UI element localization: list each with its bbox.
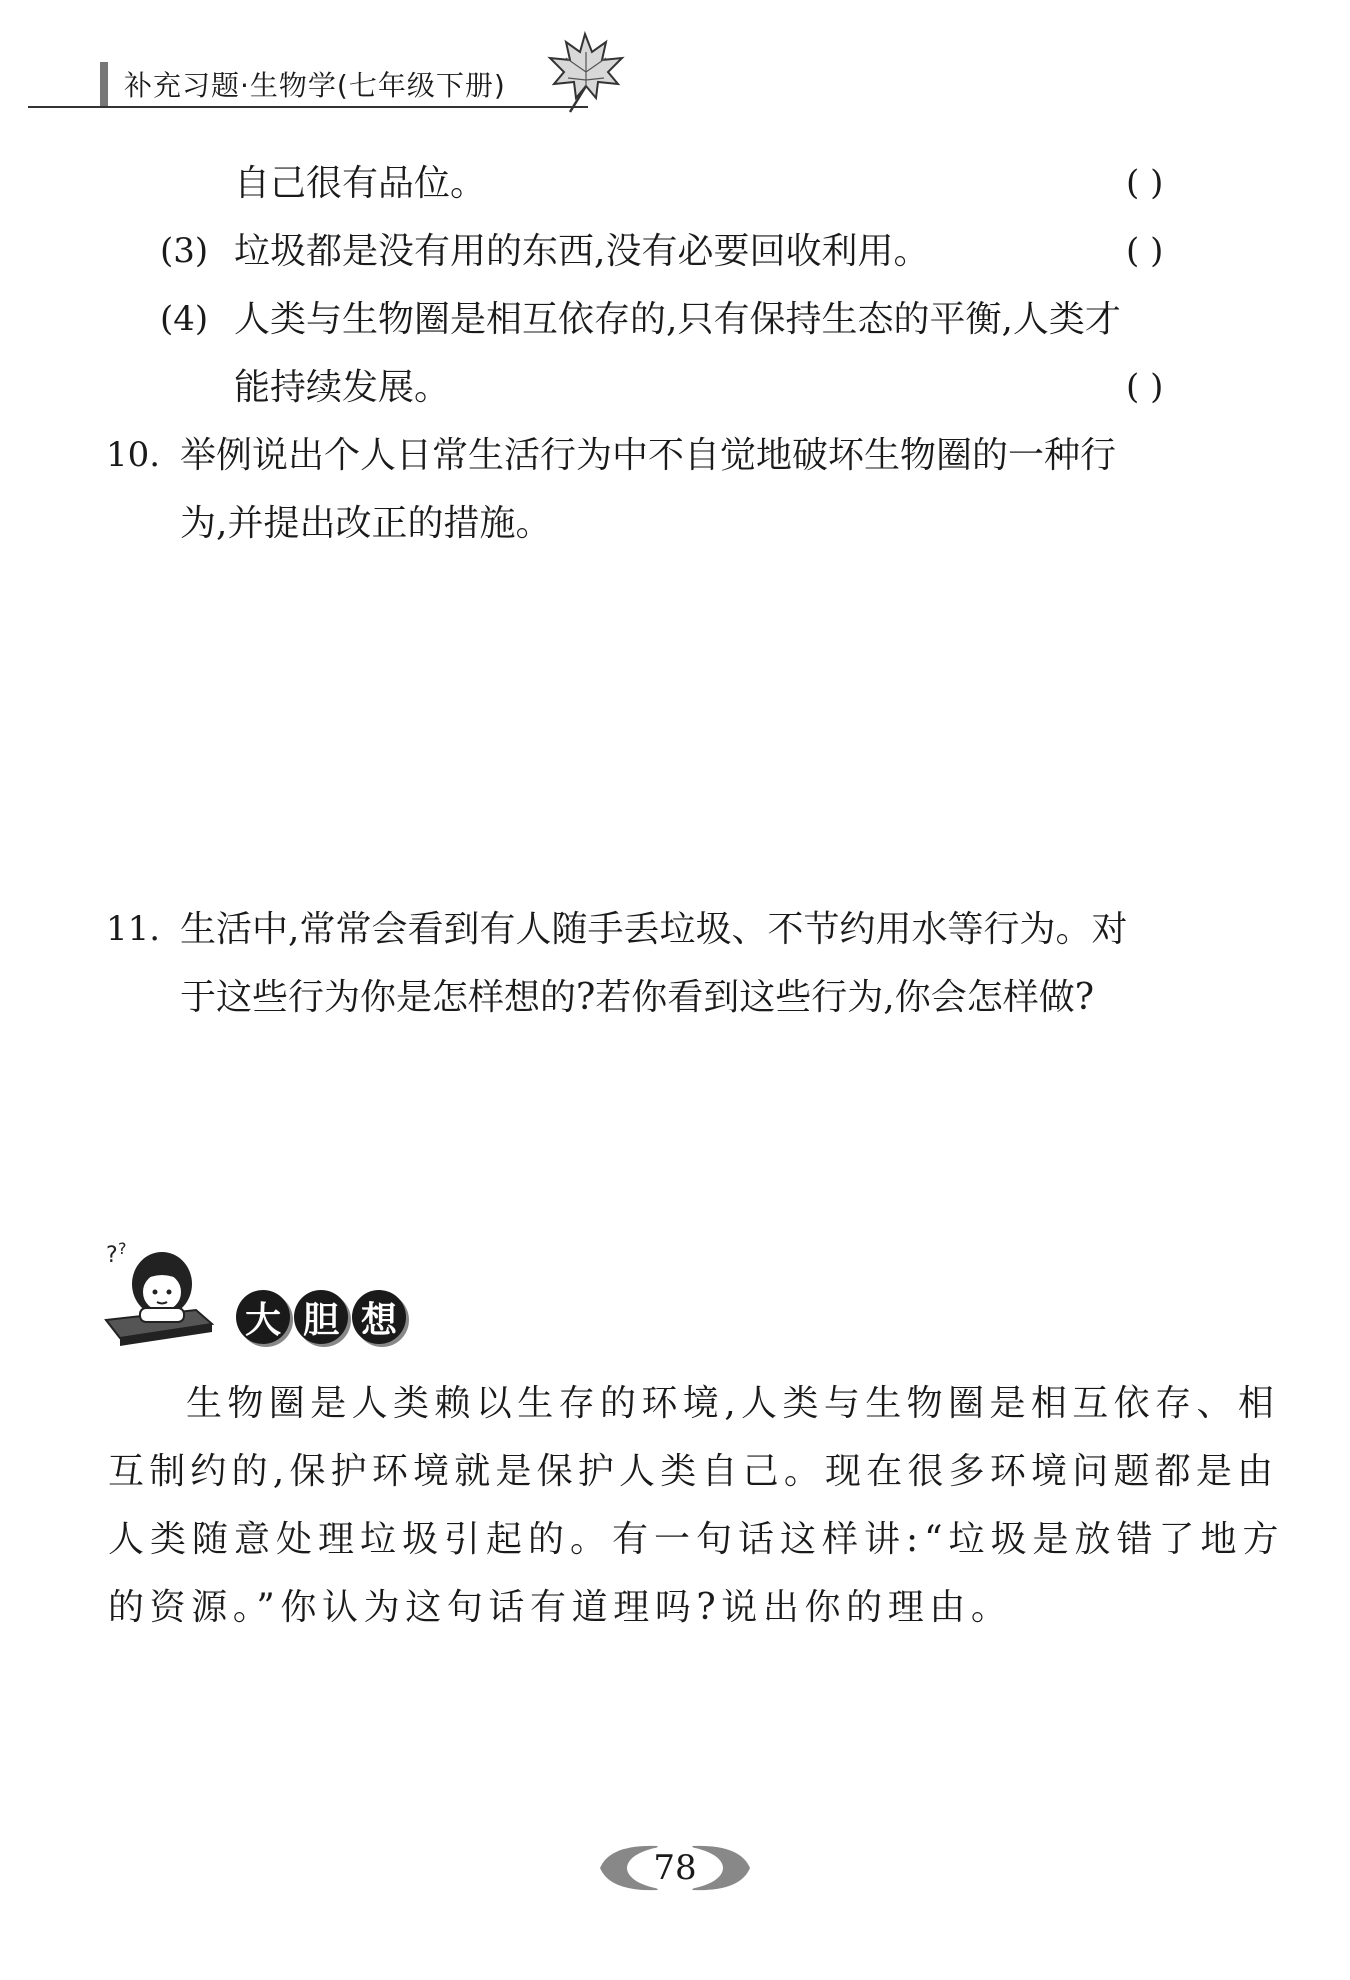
q9-item4-number: (4) [160,299,209,339]
q10-line2: 为,并提出改正的措施。 [180,503,552,544]
maple-leaf-icon [540,28,630,114]
q11-line1: 生活中,常常会看到有人随手丢垃圾、不节约用水等行为。对 [180,909,1128,950]
q10-line1: 举例说出个人日常生活行为中不自觉地破坏生物圈的一种行 [180,435,1117,476]
q11-number: 11. [106,909,161,949]
section-paragraph-line4: 的资源。”你认为这句话有道理吗?说出你的理由。 [108,1587,1013,1628]
answer-paren-item2[interactable]: ( ) [1126,163,1164,203]
q9-item3-text: 垃圾都是没有用的东西,没有必要回收利用。 [234,231,930,272]
q9-item3-number: (3) [160,231,209,271]
q11-line2: 于这些行为你是怎样想的?若你看到这些行为,你会怎样做? [180,977,1095,1018]
badge-char-3: 想 [352,1290,406,1344]
section-paragraph-line3: 人类随意处理垃圾引起的。有一句话这样讲:“垃圾是放错了地方 [108,1519,1285,1560]
badge-char-1: 大 [236,1290,290,1344]
header-rule [28,106,588,108]
section-paragraph-line2: 互制约的,保护环境就是保护人类自己。现在很多环境问题都是由 [108,1451,1279,1492]
answer-paren-item3[interactable]: ( ) [1126,231,1164,271]
answer-paren-item4[interactable]: ( ) [1126,367,1164,407]
svg-text:?: ? [106,1243,118,1268]
header-accent-bar [100,62,108,106]
header-title: 补充习题·生物学(七年级下册) [124,69,506,102]
thinking-girl-mascot-icon [100,1238,220,1356]
q9-item2-continuation: 自己很有品位。 [234,163,487,204]
section-paragraph-line1: 生物圈是人类赖以生存的环境,人类与生物圈是相互依存、相 [186,1383,1280,1424]
page-number-badge [580,1838,770,1898]
badge-char-2: 胆 [294,1290,348,1344]
svg-text:?: ? [118,1239,127,1258]
section-badge-da-dan-xiang [236,1290,406,1350]
q9-item4-text-line2: 能持续发展。 [234,367,451,408]
q9-item4-text-line1: 人类与生物圈是相互依存的,只有保持生态的平衡,人类才 [234,299,1121,340]
q10-number: 10. [106,435,161,475]
page-number: 78 [653,1848,697,1888]
